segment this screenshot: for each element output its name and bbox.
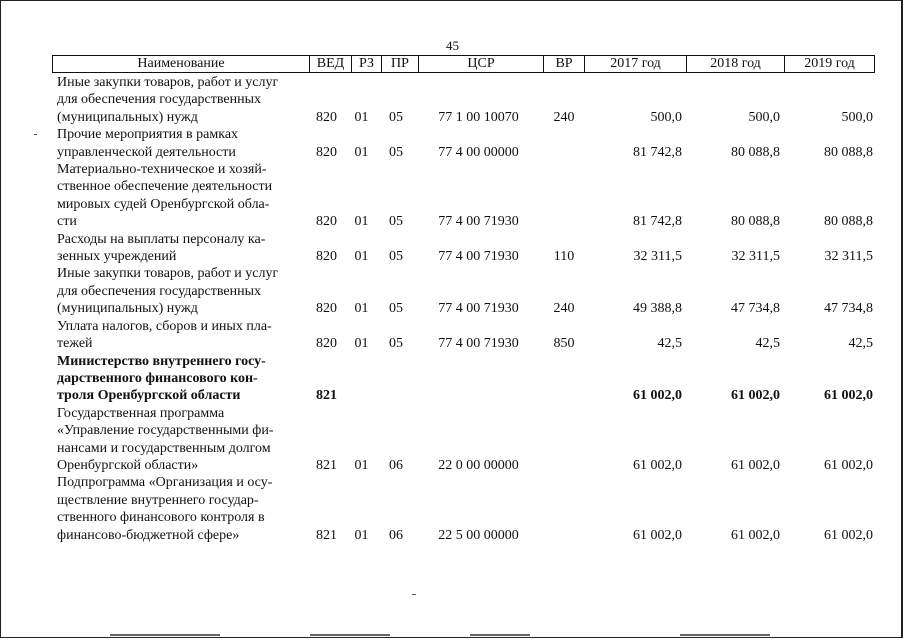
table-row (57, 318, 875, 353)
row-name-line: управленческой деятельности (57, 144, 236, 160)
row-ved: 821 (316, 457, 337, 473)
row-2018: 61 002,0 (731, 457, 780, 473)
row-rz: 01 (354, 214, 369, 230)
margin-mark (34, 134, 37, 135)
row-name (57, 161, 307, 231)
row-vr: 110 (553, 249, 575, 265)
row-name (57, 265, 307, 317)
table-header (52, 55, 875, 73)
row-name (57, 353, 307, 405)
table-row (57, 405, 875, 475)
row-ved: 820 (316, 301, 337, 317)
row-name-line: Иные закупки товаров, работ и услуг (57, 266, 279, 282)
row-pr: 05 (389, 109, 403, 125)
column-header-pr: ПР (382, 56, 419, 72)
row-name-line: нансами и государственным долгом (57, 440, 271, 456)
row-name-line: Подпрограмма «Организация и осу- (57, 475, 273, 491)
row-csr: 77 4 00 71930 (438, 301, 519, 317)
row-2018: 61 002,0 (731, 527, 780, 543)
row-csr: 77 1 00 10070 (438, 109, 519, 125)
row-ved: 820 (316, 249, 337, 265)
row-name-line: ственное обеспечение деятельности (57, 179, 273, 195)
row-2019: 80 088,8 (824, 214, 873, 230)
column-header-csr: ЦСР (419, 56, 544, 72)
row-2017: 42,5 (657, 336, 682, 352)
bottom-edge-strokes (0, 634, 905, 638)
row-2019: 47 734,8 (824, 301, 873, 317)
row-name-line: «Управление государственными фи- (57, 423, 274, 439)
row-2018: 80 088,8 (731, 144, 780, 160)
row-2018: 47 734,8 (731, 301, 780, 317)
row-ved: 821 (316, 388, 337, 404)
row-rz: 01 (354, 144, 369, 160)
row-pr: 05 (389, 336, 403, 352)
row-2017: 61 002,0 (633, 527, 682, 543)
column-header-name: Наименование (53, 56, 310, 72)
table-row (57, 161, 875, 231)
row-2019: 32 311,5 (824, 249, 873, 265)
row-name-line: для обеспечения государственных (57, 283, 261, 299)
row-pr: 06 (389, 457, 403, 473)
row-name-line: Расходы на выплаты персоналу ка- (57, 231, 266, 247)
row-2018: 80 088,8 (731, 214, 780, 230)
row-csr: 22 5 00 00000 (438, 527, 519, 543)
row-name-line: Иные закупки товаров, работ и услуг (57, 75, 279, 90)
row-name-line: дарственного финансового кон- (57, 370, 258, 386)
row-name-line: (муниципальных) нужд (57, 109, 198, 125)
table-row (57, 265, 875, 317)
row-ved: 820 (316, 214, 337, 230)
row-rz: 01 (354, 527, 369, 543)
row-name-line: мировых судей Оренбургской обла- (57, 196, 270, 212)
row-csr: 77 4 00 00000 (438, 144, 519, 160)
row-2018: 32 311,5 (731, 249, 780, 265)
row-2018: 42,5 (755, 336, 780, 352)
row-2018: 61 002,0 (731, 388, 780, 404)
page-number: 45 (446, 38, 459, 53)
row-name-line: (муниципальных) нужд (57, 301, 198, 317)
row-name (57, 474, 307, 544)
row-name-line: Прочие мероприятия в рамках (57, 127, 239, 143)
row-name (57, 405, 307, 475)
row-2019: 61 002,0 (824, 457, 873, 473)
row-name (57, 126, 307, 161)
row-name-line: зенных учреждений (57, 249, 177, 265)
row-pr: 05 (389, 214, 403, 230)
row-csr: 77 4 00 71930 (438, 336, 519, 352)
row-2017: 61 002,0 (633, 388, 682, 404)
row-2019: 80 088,8 (824, 144, 873, 160)
row-2017: 32 311,5 (633, 249, 682, 265)
row-2017: 49 388,8 (633, 301, 682, 317)
row-name (57, 74, 307, 126)
row-name-line: ществление внутреннего государ- (57, 492, 259, 508)
row-2017: 500,0 (650, 109, 682, 125)
row-2019: 42,5 (848, 336, 873, 352)
row-name-line: тежей (57, 336, 93, 352)
row-vr: 240 (553, 109, 575, 125)
row-name-line: финансово-бюджетной сфере» (57, 527, 240, 543)
row-name-line: ственного финансового контроля в (57, 510, 265, 526)
row-name-line: Министерство внутреннего госу- (57, 353, 266, 369)
row-name (57, 318, 307, 353)
scan-mark (412, 594, 416, 595)
row-csr: 22 0 00 00000 (438, 457, 519, 473)
row-2019: 61 002,0 (824, 388, 873, 404)
column-header-2017: 2017 год (585, 56, 687, 72)
row-2017: 81 742,8 (633, 144, 682, 160)
row-vr: 850 (553, 336, 575, 352)
row-rz: 01 (354, 336, 369, 352)
row-vr: 240 (553, 301, 575, 317)
row-2018: 500,0 (748, 109, 780, 125)
row-2019: 61 002,0 (824, 527, 873, 543)
row-pr: 05 (389, 144, 403, 160)
row-pr: 05 (389, 301, 403, 317)
row-ved: 821 (316, 527, 337, 543)
row-ved: 820 (316, 109, 337, 125)
row-name (57, 231, 307, 266)
table-row (57, 126, 875, 161)
row-pr: 06 (389, 527, 403, 543)
row-rz: 01 (354, 249, 369, 265)
row-2019: 500,0 (841, 109, 873, 125)
row-name-line: для обеспечения государственных (57, 92, 261, 108)
row-rz: 01 (354, 457, 369, 473)
row-ved: 820 (316, 144, 337, 160)
column-header-vr: ВР (544, 56, 585, 72)
row-rz: 01 (354, 301, 369, 317)
row-name-line: Оренбургской области» (57, 457, 199, 473)
table-row (57, 353, 875, 405)
row-csr: 77 4 00 71930 (438, 214, 519, 230)
row-ved: 820 (316, 336, 337, 352)
row-name-line: Уплата налогов, сборов и иных пла- (57, 318, 272, 334)
row-rz: 01 (354, 109, 369, 125)
row-name-line: Материально-техническое и хозяй- (57, 162, 267, 178)
row-name-line: троля Оренбургской области (57, 388, 241, 404)
row-2017: 61 002,0 (633, 457, 682, 473)
row-2017: 81 742,8 (633, 214, 682, 230)
column-header-ved: ВЕД (310, 56, 352, 72)
row-pr: 05 (389, 249, 403, 265)
column-header-2018: 2018 год (687, 56, 785, 72)
column-header-2019: 2019 год (804, 56, 855, 71)
table-row (57, 74, 875, 126)
column-header-rz: РЗ (352, 56, 382, 72)
row-name-line: сти (57, 214, 77, 230)
row-csr: 77 4 00 71930 (438, 249, 519, 265)
table-row (57, 474, 875, 544)
table-body (57, 74, 875, 544)
table-row (57, 231, 875, 266)
row-name-line: Государственная программа (57, 405, 225, 421)
